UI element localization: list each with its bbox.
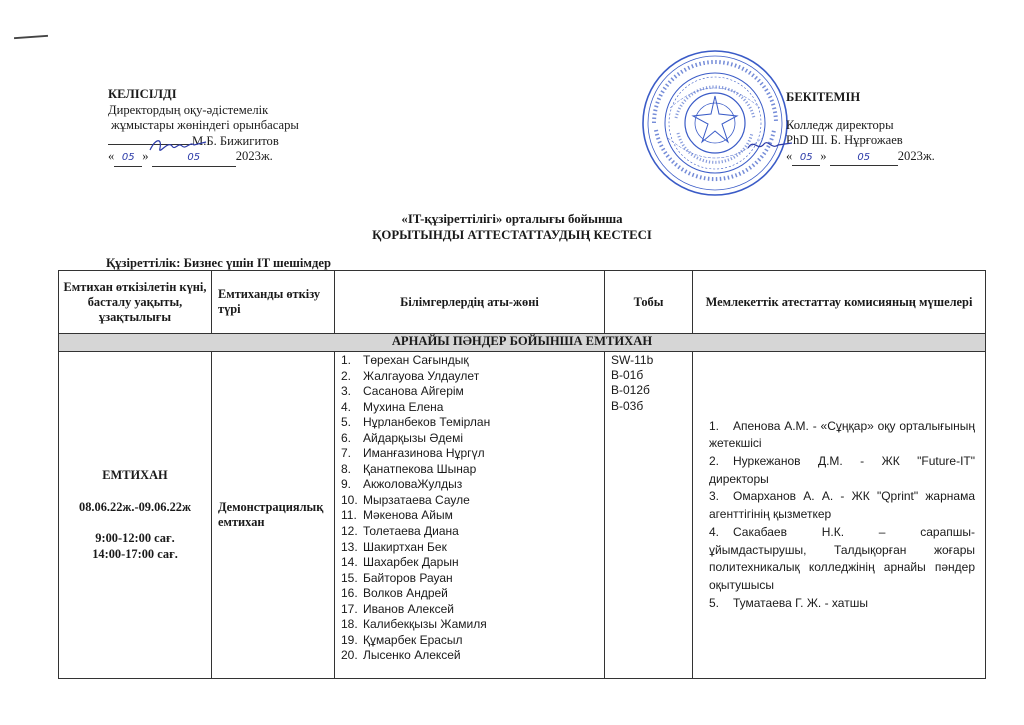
left-date-day: 05 (121, 152, 135, 164)
right-handwritten-signature (746, 136, 794, 156)
official-seal-stamp (640, 48, 790, 198)
left-date-month: 05 (187, 152, 201, 164)
commission-member-item (709, 418, 975, 453)
student-item (341, 353, 604, 369)
group-item: SW-11b (611, 353, 654, 367)
section-title: АРНАЙЫ ПӘНДЕР БОЙЫНША ЕМТИХАН (59, 334, 986, 352)
student-name: Нұрланбеков Темірлан (363, 415, 491, 430)
student-item (341, 524, 604, 540)
header-date-time: Емтихан өткізілетін күні, басталу уақыты, ұзақтылығы (59, 271, 212, 334)
members-cell (693, 352, 986, 679)
student-number: 5. (341, 415, 352, 430)
student-number: 14. (341, 555, 358, 570)
student-name: Шакиртхан Бек (363, 539, 447, 554)
student-name: Байторов Рауан (363, 570, 453, 585)
student-item (341, 586, 604, 602)
student-item (341, 555, 604, 571)
student-number: 7. (341, 446, 352, 461)
left-handwritten-signature (148, 136, 208, 158)
table-header-row (59, 271, 986, 334)
left-date-line: « 05 » 05 2023ж. (108, 149, 299, 167)
student-number: 10. (341, 492, 358, 507)
competency-subtitle: Құзіреттілік: Бизнес үшін IT шешімдер (106, 256, 331, 270)
student-item (341, 446, 604, 462)
student-name: Мәкенова Айым (363, 508, 453, 523)
student-number: 15. (341, 570, 358, 585)
exam-time-2: 14:00-17:00 сағ. (92, 546, 178, 561)
members-list (693, 418, 985, 613)
student-name: АкжоловаЖулдыз (363, 477, 463, 492)
header-exam-type: Емтиханды өткізу түрі (212, 271, 335, 334)
student-number: 20. (341, 648, 358, 663)
exam-row (59, 352, 986, 679)
student-name: Иманғазинова Нұргүл (363, 446, 485, 461)
member-text: Апенова А.М. - «Сұңқар» оқу орталығының жетекшісі (709, 418, 975, 451)
student-item (341, 602, 604, 618)
students-cell (335, 352, 605, 679)
scan-artifact (14, 35, 48, 39)
student-item (341, 617, 604, 633)
student-name: Иванов Алексей (363, 601, 454, 616)
groups-list (605, 352, 692, 414)
student-item (341, 648, 604, 664)
student-item (341, 462, 604, 478)
commission-member-item (709, 488, 975, 523)
member-number: 5. (709, 595, 720, 610)
student-number: 2. (341, 368, 352, 383)
right-date-line: « 05 » 05 2023ж. (786, 149, 935, 167)
right-signature-line: PhD Ш. Б. Нұрғожаев (786, 133, 903, 148)
header-commission-members: Мемлекеттік атестаттау комисияның мүшелері (693, 271, 986, 334)
student-number: 3. (341, 384, 352, 399)
student-name: Мухина Елена (363, 399, 444, 414)
member-number: 1. (709, 418, 720, 433)
student-item (341, 633, 604, 649)
student-item (341, 508, 604, 524)
student-name: Шахарбек Дарын (363, 555, 459, 570)
member-text: Омарханов А. А. - ЖК "Qprint" жарнама агенттігінің қызметкер (709, 489, 975, 522)
student-number: 19. (341, 632, 358, 647)
student-number: 4. (341, 399, 352, 414)
left-approval-title: КЕЛІСІЛДІ (108, 87, 177, 101)
member-number: 3. (709, 489, 720, 504)
student-name: Құмарбек Ерасыл (363, 632, 463, 647)
exam-label: ЕМТИХАН (102, 468, 168, 482)
right-date-month: 05 (857, 151, 871, 163)
member-number: 4. (709, 524, 720, 539)
student-item (341, 493, 604, 509)
student-item (341, 571, 604, 587)
student-name: Волков Андрей (363, 586, 448, 601)
header-group: Тобы (605, 271, 693, 334)
student-item (341, 400, 604, 416)
student-item (341, 431, 604, 447)
student-number: 18. (341, 617, 358, 632)
header-student-name: Білімгерлердің аты-жөні (335, 271, 605, 334)
student-name: Жалгауова Улдаулет (363, 368, 480, 383)
student-name: Төрехан Сағындық (363, 353, 469, 367)
heading-line1: «IT-құзіреттілігі» орталығы бойынша (401, 212, 623, 226)
right-approval-block (786, 90, 935, 166)
student-number: 11. (341, 508, 357, 523)
student-number: 9. (341, 477, 352, 492)
student-number: 17. (341, 601, 358, 616)
exam-time-1: 9:00-12:00 сағ. (95, 531, 175, 545)
member-text: Туматаева Г. Ж. - хатшы (733, 595, 868, 610)
heading-line2: ҚОРЫТЫНДЫ АТТЕСТАТТАУДЫҢ КЕСТЕСІ (372, 228, 652, 242)
student-number: 8. (341, 461, 352, 476)
student-number: 12. (341, 524, 358, 539)
commission-member-item (709, 524, 975, 595)
student-name: Мырзатаева Сауле (363, 492, 470, 507)
student-name: Лысенко Алексей (363, 648, 461, 663)
student-item (341, 369, 604, 385)
groups-cell (605, 352, 693, 679)
exam-datetime-cell (59, 352, 212, 679)
student-name: Толетаева Диана (363, 524, 459, 539)
student-name: Калибекқызы Жамиля (363, 617, 487, 632)
student-name: Айдарқызы Әдемі (363, 430, 464, 445)
group-item: В-03б (611, 398, 644, 413)
student-number: 1. (341, 353, 352, 367)
right-approval-title: БЕКІТЕМІН (786, 90, 861, 104)
attestation-schedule-table (58, 270, 986, 679)
student-name: Сасанова Айгерім (363, 384, 464, 399)
section-row (59, 334, 986, 352)
right-approval-line1: Колледж директоры (786, 117, 894, 132)
member-number: 2. (709, 454, 720, 469)
left-approval-line2: жұмыстары жөніндегі орынбасары (111, 118, 299, 133)
student-item (341, 540, 604, 556)
student-number: 13. (341, 539, 358, 554)
exam-dates: 08.06.22ж.-09.06.22ж (79, 499, 191, 514)
group-item: В-01б (611, 368, 644, 383)
right-date-day: 05 (799, 151, 813, 163)
commission-member-item (709, 595, 975, 613)
commission-member-item (709, 453, 975, 488)
student-number: 16. (341, 586, 358, 601)
student-name: Қанатпекова Шынар (363, 461, 477, 476)
member-text: Сакабаев Н.К. – сарапшы-ұйымдастырушы, Талдықорған жоғары политехникалық колледжінің арнайы пәндер оқытушысы (709, 524, 975, 592)
left-approval-line1: Директордың оқу-әдістемелік (108, 102, 269, 117)
left-signature-line: М.Б. Бижигитов (108, 134, 299, 150)
student-number: 6. (341, 430, 352, 445)
exam-type-cell: Демонстрациялық емтихан (212, 352, 335, 679)
member-text: Нуркежанов Д.М. - ЖК "Future-IT" директоры (709, 454, 975, 486)
students-list (335, 353, 604, 664)
group-item: В-012б (611, 383, 650, 398)
student-item (341, 384, 604, 400)
student-item (341, 415, 604, 431)
student-item (341, 477, 604, 493)
